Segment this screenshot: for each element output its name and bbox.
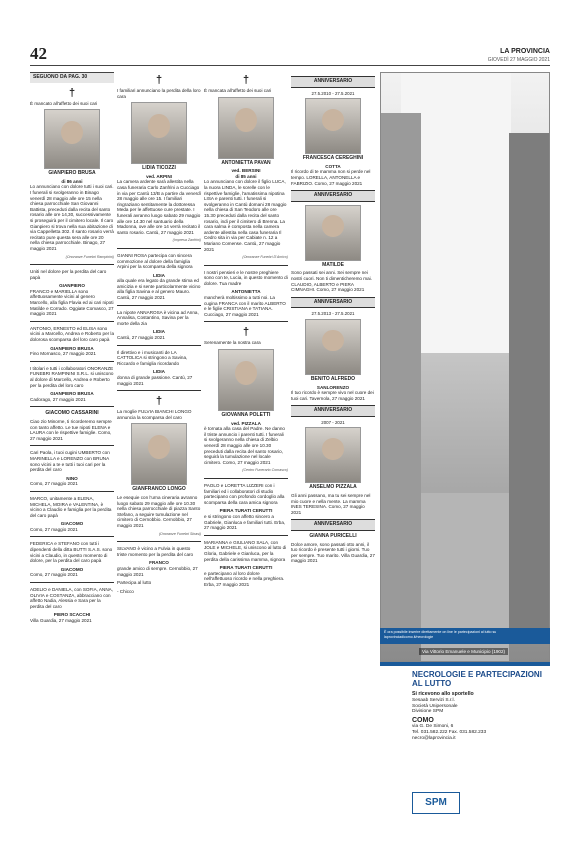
deceased-subtitle: COTTA xyxy=(325,163,341,169)
condolence-text: mancherà moltissimo a tutti noi. La cugina FRANCA con il marito ALBERTO e le figlie CRISTIANA e TATIANA. Cucciago, 27 maggio 2021 xyxy=(204,295,286,317)
portrait-photo xyxy=(131,423,187,485)
brand-name: LA PROVINCIA xyxy=(500,48,550,55)
spm-logo-icon: SPM xyxy=(412,792,460,814)
obituary-column-1 xyxy=(30,72,114,844)
notice-text: Lo annunciano con dolore tutti i suoi cari. I funerali si svolgeranno in Binago venerdì 28 maggio alle ore 15 nella chiesa parrocchiale San Giovanni Battista, preceduti dalla recita del santo rosario alle ore 14,30, successivamente si proseguirà per il cimitero locale. Il caro Gianpiero si trova nella sua abitazione di via Cappelletta 302. Il santo rosario verrà recitato pure questa sera alle ore 20 nella chiesa parrocchiale. Binago, 27 maggio 2021 xyxy=(30,184,114,251)
portrait-photo xyxy=(131,102,187,164)
intro-text: È mancato all'affetto dei suoi cari xyxy=(30,100,98,106)
anniversary-text: Il tuo ricordo è sempre vivo nel cuore dei tuoi cari. Tavernola, 27 maggio 2021 xyxy=(291,390,374,401)
page-header xyxy=(30,44,550,66)
condolence-text: ANTONIO, ERNESTO ed ELISA sono vicini a Marcello, Andrea e Roberto per la dolorosa scomparsa del loro caro papà xyxy=(30,325,114,343)
portrait-photo xyxy=(218,97,274,159)
condolence-name: PIERO SCACCHI xyxy=(53,612,91,618)
necrologie-title: NECROLOGIE E PARTECIPAZIONI AL LUTTO xyxy=(412,670,542,688)
condolence-text: Cari Paola, i tuoi cugini UMBERTO con MARINELLA e LORENZO con BRUNA sono vicini a te e tutti i tuoi cari per la perdita del caro xyxy=(30,450,110,473)
anniversary-text: Dolce amore, sono passati otto anni, il tuo ricordo è presente tutti i giorni. Tuo per sempre. Tuo marito. Villa Guardia, 27 maggio 2021 xyxy=(291,541,375,564)
condolence-text: SILVANO è vicino a Fulvia in questo triste momento per la perdita del caro xyxy=(117,546,194,557)
funeral-home: (Onoranze Funebri Sinasi) xyxy=(158,531,201,536)
issue-date: GIOVEDÌ 27 MAGGIO 2021 xyxy=(487,57,550,63)
condolence-name: GIACOMO xyxy=(60,521,84,527)
anniversary-heading: ANNIVERSARIO xyxy=(291,76,375,88)
condolence-text: donna di grande passione. Cantù, 27 maggio 2021 xyxy=(117,375,193,386)
online-notice: È ora possibile inserire direttamente on line le partecipazioni al lutto su laprovinciadicomo.it/necrologie xyxy=(380,628,550,644)
condolence-name: NINO xyxy=(66,475,78,481)
condolence-text: I nostri pensieri e le nostre preghiere sono con te, Lucia, in questo momento di dolore. Tua madre xyxy=(204,269,288,286)
condolence-name: ANTONIETTA xyxy=(231,289,261,295)
notice-text: La camera ardente sarà allestita nella casa funeraria Carlo Zanfrini a Cucciago in via per Cantù 13/B a partire da venerdì 28 maggio alle ore 15. I familiari ringraziano sentitamente la dottoressa Meda per le affettuose cure prestate. I funerali avranno luogo sabato 29 maggio alle ore 14.30 nel santuario della Madonna, ove alle ore 14 verrà recitato il santo rosario. Cantù, 27 maggio 2021 xyxy=(117,179,201,235)
deceased-subtitle: ved. BERSINI xyxy=(231,168,261,174)
condolence-name: PIERA TURATI CERUTTI xyxy=(219,565,273,571)
address-line: via G. De Simoni, 6 xyxy=(412,724,454,730)
condolence-place: Cantù, 27 maggio 2021 xyxy=(117,335,165,341)
portrait-photo xyxy=(305,98,361,154)
anniversary-dates: 27.5.2013 - 27.5.2021 xyxy=(311,311,355,317)
funeral-home: (Impresa Zanfrini) xyxy=(172,238,201,243)
condolence-name: GIANPIERO BRUSA xyxy=(50,345,94,351)
condolence-text: I titolari e tutti i collaboratori ONORANZE FUNEBRI RAMPININI S.R.L. si uniscono al dolore di Marcello, Andrea e Roberto per la perdita del loro caro xyxy=(30,365,114,388)
funeral-home: (Onoranze Funebri D'Amico) xyxy=(242,255,288,260)
condolence-place: Como, 27 maggio 2021 xyxy=(30,526,78,532)
portrait-photo xyxy=(305,319,361,375)
condolence-text: GIANNI ROSA partecipa con sincera commozione al dolore della famiglia Arpini per la scomparsa della signora xyxy=(117,252,193,270)
condolence-place: Como, 27 maggio 2021 xyxy=(30,572,78,578)
portrait-photo xyxy=(305,427,361,483)
condolence-place: Fino Mornasco, 27 maggio 2021 xyxy=(30,351,96,357)
anniversary-dates: 27.5.2010 - 27.5.2021 xyxy=(311,90,355,96)
deceased-age: di 85 anni xyxy=(235,173,257,179)
deceased-subtitle: ved. PIZZALA xyxy=(231,420,261,426)
deceased-name: LIDIA TICOZZI xyxy=(142,165,176,172)
anniversary-heading: ANNIVERSARIO xyxy=(291,519,375,531)
deceased-name: FRANCESCA CEREGHINI xyxy=(302,155,364,162)
cross-icon: † xyxy=(242,326,250,339)
condolence-text: e partecipano al loro dolore nell'affettuoso ricordo e nella preghiera. Erba, 27 maggio 2021 xyxy=(204,570,285,587)
anniversary-text: Gli anni passano, ma tu sei sempre nel mio cuore e nella mente. La mamma INES TERESINA. Como, 27 maggio 2021 xyxy=(291,493,371,515)
notice-text: Lo annunciano con dolore il figlio LUCA, la nuora LINDA, le sorelle con le rispettive famiglie, l'amatissima nipotina LISA e parenti tutti. I funerali si svolgeranno in Cantù domani 28 maggio nella chiesa di San Teodoro alle ore 15.30 preceduti dalla recita del santo rosario, indi per il cimitero di Brenna. La cara salma è composta nella camera ardente allestita nella casa funeraria Il Cedro sita in via per Cabiate n. 12 a Mariano Comense. Cantù, 27 maggio 2021 xyxy=(204,179,287,252)
deceased-name: GIACOMO CASSARINI xyxy=(45,410,99,417)
anniversary-heading: ANNIVERSARIO xyxy=(291,297,375,309)
condolence-name: LIDIA xyxy=(153,272,165,278)
continued-label: SEGUONO DA PAG. 30 xyxy=(30,72,114,83)
condolence-text: MARCO, unitamente a ELENA, MICHELA, MOIRA e VALENTINA, è vicino a Claudio e famiglia per la perdita del caro papà xyxy=(30,495,112,518)
anniversary-heading: ANNIVERSARIO xyxy=(291,405,375,417)
funeral-home: (Onoranze Funebri Rampinini) xyxy=(65,254,114,259)
deceased-name: ANSELMO PIZZALA xyxy=(309,484,357,491)
historic-street-photo xyxy=(380,72,550,662)
anniversary-heading: ANNIVERSARIO xyxy=(291,190,375,202)
deceased-name: GIANFRANCO LONGO xyxy=(132,486,186,493)
deceased-name: GIANNA PURICELLI xyxy=(309,533,357,540)
condolence-text: La nipote ANNAROSA è vicina ad Anna, Annalisa, Costantino, Savina per la morte della zia xyxy=(117,309,199,326)
notice-text: Le esequie con l'urna cineraria avranno luogo sabato 29 maggio alle ore 10.30 nella chiesa parrocchiale di piazza Santo Stefano, a seguire tumulazione nel cimitero di Cernobbio. Cernobbio, 27 maggio 2021 xyxy=(117,494,201,528)
email-line: necro@laprovincia.it xyxy=(412,735,456,741)
portrait-photo xyxy=(44,109,100,169)
company-line: Sesaab Servizi S.r.l. xyxy=(412,697,455,703)
condolence-name: LIDIA xyxy=(153,369,165,375)
condolence-name: GIANPIERO xyxy=(59,283,85,289)
masthead xyxy=(488,48,550,64)
notice-text: è tornata alla casa del Padre. Ne danno il triste annuncio i parenti tutti. I funerali si svolgeranno nella chiesa di Zelbio venerdì 28 maggio alle ore 10.30 preceduti dalla recita del santo rosario, seguirà la tumulazione nel locale cimitero. Como, 27 maggio 2021 xyxy=(204,426,285,465)
condolence-text: e si stringono con affetto sincero a Gabriele, Gianluca e familiari tutti. Erba, 27 maggio 2021 xyxy=(204,513,286,531)
deceased-age: di 86 anni xyxy=(61,178,83,184)
condolence-place: Villa Guardia, 27 maggio 2021 xyxy=(30,618,92,623)
condolence-text: ADELIO e DANIELA, con SOFIA, ANNA, OLIVIA e COSTANZA, abbracciano con affetto Nadia, Alessia e Sara per la perdita del caro xyxy=(30,587,113,609)
accent-band xyxy=(380,662,550,666)
cross-icon: † xyxy=(68,86,76,99)
condolence-text: - Chicco xyxy=(117,588,134,594)
condolence-text: Il direttivo e i musicanti de LA CATTOLICA si stringono a Savina, Riccardo e famiglia ricordando xyxy=(117,349,188,366)
condolence-text: Partecipa al lutto xyxy=(117,580,152,586)
deceased-subtitle: ved. ARPINI xyxy=(146,173,172,179)
advertisement-panel xyxy=(380,72,550,844)
city-name: COMO xyxy=(412,717,434,725)
page-number: 42 xyxy=(30,44,47,63)
condolence-text: PAOLO e LORETTA LIZZERI con i familiari ed i collaboratori di studio partecipano con profondo cordoglio alla scomparsa della cara amica signora xyxy=(204,482,285,505)
anniversary-text: Il ricordo di te mamma non si perde nel tempo. LORELLA, ANTONELLA e FABRIZIO. Como, 27 maggio 2021 xyxy=(291,169,371,186)
condolence-text: Uniti nel dolore per la perdita del caro papà xyxy=(30,269,107,280)
portrait-photo xyxy=(218,349,274,411)
intro-text: I familiari annunciano la perdita della loro cara xyxy=(117,88,201,99)
anniversary-text: Sono passati sei anni. Sei sempre nei nostri cuori. Non ti dimenticheremo mai. CLAUDIO, ALBERTO e PIERA CIMNAGHI. Como, 27 maggio 2021 xyxy=(291,270,372,293)
cross-icon: † xyxy=(155,74,163,86)
phone-line: Tel. 031.582.222 Fax. 031.582.233 xyxy=(412,729,487,735)
company-line: Divisione SPM xyxy=(412,709,444,715)
obituary-column-3 xyxy=(204,72,288,844)
photo-caption: Via Vittorio Emanuele e Municipio (1902) xyxy=(419,648,508,655)
deceased-name: ANTONIETTA PAVAN xyxy=(221,159,271,166)
deceased-subtitle: SANLORENZO xyxy=(316,384,350,390)
deceased-name: BENITO ALFREDO xyxy=(310,375,356,382)
cross-icon: † xyxy=(155,395,163,408)
funeral-home: (Centro Funerario Comasco) xyxy=(242,468,288,473)
condolence-place: Cadorago, 27 maggio 2021 xyxy=(30,396,86,402)
condolence-text: alla quale era legato da grande stima ed amicizia e si sente particolarmente vicino alla figlia Savina e al genero Mauro. Cantù, 27 maggio 2021 xyxy=(117,278,201,301)
condolence-place: Como, 27 maggio 2021 xyxy=(30,481,78,487)
condolence-text: MARIANNA e GIULIANO SALA, con JOLE e MICHELE, si uniscono al lutto di Gloria, Gabriele e Gianluca, per la perdita della carissima mamma, signora xyxy=(204,539,287,562)
condolence-name: GIACOMO xyxy=(60,566,84,572)
condolence-text: FEDERICA e STEFANO con tutti i dipendenti della ditta BUTTI S.A.S. sono vicini a Claudio, in questo momento di dolore, per la perdita del caro papà xyxy=(30,541,113,564)
condolence-text: grande amico di sempre. Cernobbio, 27 maggio 2021 xyxy=(117,565,198,577)
condolence-name: FRANCO xyxy=(149,560,169,566)
condolence-name: GIANPIERO BRUSA xyxy=(50,391,94,397)
intro-text: È mancata all'affetto dei suoi cari xyxy=(204,88,272,93)
company-line: Società Unipersonale xyxy=(412,703,458,709)
anniversary-column xyxy=(291,72,375,844)
intro-text: La moglie FULVIA BIANCHI LONGO annuncia la scomparsa del caro xyxy=(117,409,192,420)
cross-icon: † xyxy=(242,74,250,86)
condolence-text: Ciao zio Minorne, ti ricorderemo sempre con tanto affetto. Le tue nipoti ELENA e LAURA con le rispettive famiglie. Como, 27 maggio 2021 xyxy=(30,418,112,441)
portrait-photo xyxy=(305,205,361,261)
deceased-name: MATILDE xyxy=(322,261,344,268)
condolence-text: FRANCO e MARIELLA sono affettuosamente vicini al genero Marcello, alla figlia Flavia ed ai cari nipoti Matilde e Corrado. Oggiate Comasco, 27 maggio 2021 xyxy=(30,288,114,317)
obituary-column-2 xyxy=(117,72,201,844)
intro-text: Serenamente la nostra cara xyxy=(204,340,261,346)
deceased-name: GIOVANNA POLETTI xyxy=(221,412,271,419)
condolence-name: PIERA TURATI CERUTTI xyxy=(219,508,273,514)
necrologie-info xyxy=(412,670,550,742)
anniversary-dates: 2007 - 2021 xyxy=(321,419,345,425)
office-line: Si ricevono allo sportello xyxy=(412,691,474,697)
condolence-name: LIDIA xyxy=(153,329,165,335)
deceased-name: GIANPIERO BRUSA xyxy=(48,170,96,177)
